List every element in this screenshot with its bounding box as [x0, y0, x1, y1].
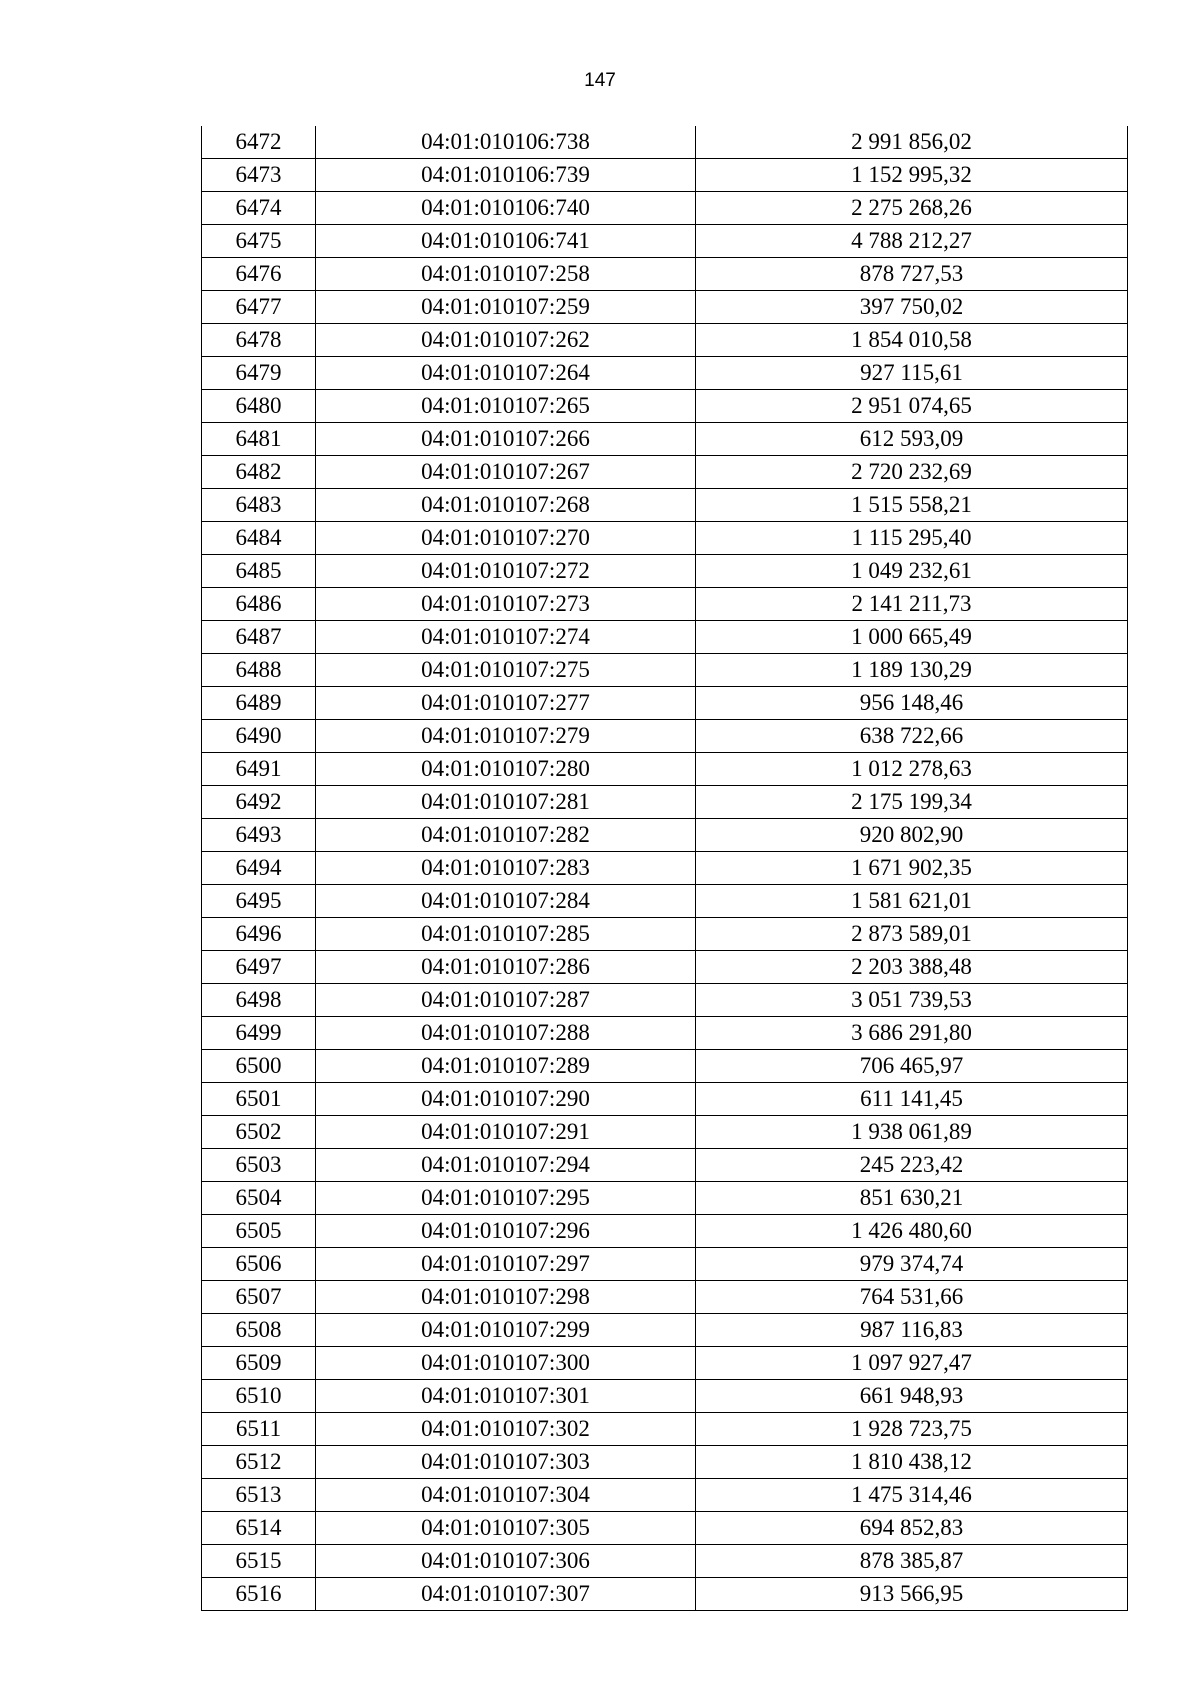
table-row — [202, 1248, 1128, 1281]
row-number-cell: 6491 — [202, 753, 316, 786]
cadastral-number-cell: 04:01:010107:284 — [316, 885, 696, 918]
row-number-cell: 6516 — [202, 1578, 316, 1611]
row-number-cell: 6514 — [202, 1512, 316, 1545]
cadastral-number-cell: 04:01:010107:294 — [316, 1149, 696, 1182]
cadastral-number-cell: 04:01:010107:275 — [316, 654, 696, 687]
table-row — [202, 456, 1128, 489]
cadastral-number-cell: 04:01:010107:268 — [316, 489, 696, 522]
value-cell: 1 189 130,29 — [696, 654, 1128, 687]
value-cell: 706 465,97 — [696, 1050, 1128, 1083]
table-row — [202, 1281, 1128, 1314]
row-number-cell: 6502 — [202, 1116, 316, 1149]
value-cell: 764 531,66 — [696, 1281, 1128, 1314]
row-number-cell: 6484 — [202, 522, 316, 555]
value-cell: 1 671 902,35 — [696, 852, 1128, 885]
cadastral-number-cell: 04:01:010107:262 — [316, 324, 696, 357]
value-cell: 2 720 232,69 — [696, 456, 1128, 489]
cadastral-number-cell: 04:01:010107:298 — [316, 1281, 696, 1314]
table-row — [202, 1182, 1128, 1215]
value-cell: 927 115,61 — [696, 357, 1128, 390]
table-row — [202, 951, 1128, 984]
cadastral-number-cell: 04:01:010107:266 — [316, 423, 696, 456]
value-cell: 2 175 199,34 — [696, 786, 1128, 819]
value-cell: 1 426 480,60 — [696, 1215, 1128, 1248]
cadastral-number-cell: 04:01:010107:279 — [316, 720, 696, 753]
row-number-cell: 6505 — [202, 1215, 316, 1248]
row-number-cell: 6503 — [202, 1149, 316, 1182]
cadastral-number-cell: 04:01:010107:304 — [316, 1479, 696, 1512]
row-number-cell: 6500 — [202, 1050, 316, 1083]
table-row — [202, 1512, 1128, 1545]
value-cell: 1 515 558,21 — [696, 489, 1128, 522]
value-cell: 956 148,46 — [696, 687, 1128, 720]
value-cell: 878 727,53 — [696, 258, 1128, 291]
row-number-cell: 6486 — [202, 588, 316, 621]
table-row — [202, 918, 1128, 951]
table-row — [202, 423, 1128, 456]
table-row — [202, 720, 1128, 753]
row-number-cell: 6498 — [202, 984, 316, 1017]
table-row — [202, 1017, 1128, 1050]
value-cell: 397 750,02 — [696, 291, 1128, 324]
row-number-cell: 6488 — [202, 654, 316, 687]
table-row — [202, 192, 1128, 225]
table-row — [202, 258, 1128, 291]
row-number-cell: 6494 — [202, 852, 316, 885]
cadastral-number-cell: 04:01:010107:283 — [316, 852, 696, 885]
cadastral-number-cell: 04:01:010107:282 — [316, 819, 696, 852]
table-row — [202, 291, 1128, 324]
value-cell: 2 951 074,65 — [696, 390, 1128, 423]
value-cell: 920 802,90 — [696, 819, 1128, 852]
value-cell: 913 566,95 — [696, 1578, 1128, 1611]
cadastral-number-cell: 04:01:010107:302 — [316, 1413, 696, 1446]
cadastral-number-cell: 04:01:010107:299 — [316, 1314, 696, 1347]
cadastral-number-cell: 04:01:010107:258 — [316, 258, 696, 291]
cadastral-number-cell: 04:01:010107:286 — [316, 951, 696, 984]
table-row — [202, 1050, 1128, 1083]
cadastral-number-cell: 04:01:010107:307 — [316, 1578, 696, 1611]
value-cell: 1 928 723,75 — [696, 1413, 1128, 1446]
row-number-cell: 6495 — [202, 885, 316, 918]
value-cell: 1 000 665,49 — [696, 621, 1128, 654]
cadastral-number-cell: 04:01:010107:273 — [316, 588, 696, 621]
value-cell: 2 873 589,01 — [696, 918, 1128, 951]
row-number-cell: 6512 — [202, 1446, 316, 1479]
row-number-cell: 6513 — [202, 1479, 316, 1512]
value-cell: 1 810 438,12 — [696, 1446, 1128, 1479]
value-cell: 3 051 739,53 — [696, 984, 1128, 1017]
value-cell: 1 938 061,89 — [696, 1116, 1128, 1149]
value-cell: 3 686 291,80 — [696, 1017, 1128, 1050]
table-row — [202, 126, 1128, 159]
table-row — [202, 687, 1128, 720]
table-row — [202, 1479, 1128, 1512]
cadastral-number-cell: 04:01:010107:296 — [316, 1215, 696, 1248]
table-row — [202, 225, 1128, 258]
table-row — [202, 1413, 1128, 1446]
value-cell: 1 854 010,58 — [696, 324, 1128, 357]
row-number-cell: 6506 — [202, 1248, 316, 1281]
row-number-cell: 6493 — [202, 819, 316, 852]
row-number-cell: 6515 — [202, 1545, 316, 1578]
row-number-cell: 6487 — [202, 621, 316, 654]
cadastral-number-cell: 04:01:010106:741 — [316, 225, 696, 258]
row-number-cell: 6490 — [202, 720, 316, 753]
cadastral-number-cell: 04:01:010107:295 — [316, 1182, 696, 1215]
table-row — [202, 555, 1128, 588]
cadastral-number-cell: 04:01:010107:300 — [316, 1347, 696, 1380]
table-row — [202, 1446, 1128, 1479]
table-row — [202, 588, 1128, 621]
table-row — [202, 522, 1128, 555]
cadastral-number-cell: 04:01:010107:297 — [316, 1248, 696, 1281]
row-number-cell: 6507 — [202, 1281, 316, 1314]
value-cell: 1 152 995,32 — [696, 159, 1128, 192]
table-row — [202, 1149, 1128, 1182]
row-number-cell: 6482 — [202, 456, 316, 489]
table-row — [202, 654, 1128, 687]
cadastral-number-cell: 04:01:010107:274 — [316, 621, 696, 654]
cadastral-number-cell: 04:01:010107:291 — [316, 1116, 696, 1149]
cadastral-value-table — [201, 126, 1128, 1611]
value-cell: 1 475 314,46 — [696, 1479, 1128, 1512]
cadastral-number-cell: 04:01:010107:301 — [316, 1380, 696, 1413]
table-row — [202, 1347, 1128, 1380]
cadastral-number-cell: 04:01:010107:306 — [316, 1545, 696, 1578]
value-cell: 1 115 295,40 — [696, 522, 1128, 555]
table-row — [202, 357, 1128, 390]
value-cell: 1 581 621,01 — [696, 885, 1128, 918]
table-row — [202, 753, 1128, 786]
row-number-cell: 6496 — [202, 918, 316, 951]
row-number-cell: 6478 — [202, 324, 316, 357]
row-number-cell: 6480 — [202, 390, 316, 423]
table-row — [202, 1215, 1128, 1248]
cadastral-number-cell: 04:01:010107:290 — [316, 1083, 696, 1116]
table-body — [202, 126, 1128, 1611]
cadastral-number-cell: 04:01:010107:287 — [316, 984, 696, 1017]
table-row — [202, 1545, 1128, 1578]
table-row — [202, 786, 1128, 819]
cadastral-number-cell: 04:01:010106:738 — [316, 126, 696, 159]
row-number-cell: 6489 — [202, 687, 316, 720]
row-number-cell: 6509 — [202, 1347, 316, 1380]
value-cell: 661 948,93 — [696, 1380, 1128, 1413]
row-number-cell: 6504 — [202, 1182, 316, 1215]
value-cell: 4 788 212,27 — [696, 225, 1128, 258]
cadastral-number-cell: 04:01:010107:303 — [316, 1446, 696, 1479]
value-cell: 1 049 232,61 — [696, 555, 1128, 588]
table-row — [202, 390, 1128, 423]
value-cell: 987 116,83 — [696, 1314, 1128, 1347]
table-row — [202, 1083, 1128, 1116]
cadastral-number-cell: 04:01:010107:265 — [316, 390, 696, 423]
value-cell: 1 012 278,63 — [696, 753, 1128, 786]
cadastral-number-cell: 04:01:010107:285 — [316, 918, 696, 951]
row-number-cell: 6476 — [202, 258, 316, 291]
row-number-cell: 6473 — [202, 159, 316, 192]
table-row — [202, 1380, 1128, 1413]
row-number-cell: 6474 — [202, 192, 316, 225]
row-number-cell: 6497 — [202, 951, 316, 984]
row-number-cell: 6501 — [202, 1083, 316, 1116]
page-number: 147 — [584, 70, 616, 91]
row-number-cell: 6492 — [202, 786, 316, 819]
value-cell: 638 722,66 — [696, 720, 1128, 753]
cadastral-number-cell: 04:01:010107:259 — [316, 291, 696, 324]
cadastral-number-cell: 04:01:010107:281 — [316, 786, 696, 819]
table-row — [202, 324, 1128, 357]
value-cell: 979 374,74 — [696, 1248, 1128, 1281]
table-row — [202, 852, 1128, 885]
table-row — [202, 159, 1128, 192]
value-cell: 2 275 268,26 — [696, 192, 1128, 225]
value-cell: 245 223,42 — [696, 1149, 1128, 1182]
cadastral-number-cell: 04:01:010107:270 — [316, 522, 696, 555]
cadastral-number-cell: 04:01:010106:739 — [316, 159, 696, 192]
value-cell: 694 852,83 — [696, 1512, 1128, 1545]
cadastral-number-cell: 04:01:010107:267 — [316, 456, 696, 489]
row-number-cell: 6477 — [202, 291, 316, 324]
row-number-cell: 6472 — [202, 126, 316, 159]
value-cell: 878 385,87 — [696, 1545, 1128, 1578]
cadastral-number-cell: 04:01:010107:277 — [316, 687, 696, 720]
table-row — [202, 984, 1128, 1017]
row-number-cell: 6510 — [202, 1380, 316, 1413]
table-row — [202, 489, 1128, 522]
row-number-cell: 6499 — [202, 1017, 316, 1050]
table-row — [202, 621, 1128, 654]
cadastral-number-cell: 04:01:010107:289 — [316, 1050, 696, 1083]
row-number-cell: 6485 — [202, 555, 316, 588]
cadastral-number-cell: 04:01:010107:272 — [316, 555, 696, 588]
row-number-cell: 6511 — [202, 1413, 316, 1446]
value-cell: 611 141,45 — [696, 1083, 1128, 1116]
value-cell: 2 141 211,73 — [696, 588, 1128, 621]
value-cell: 612 593,09 — [696, 423, 1128, 456]
table-row — [202, 885, 1128, 918]
cadastral-number-cell: 04:01:010107:288 — [316, 1017, 696, 1050]
table-row — [202, 1116, 1128, 1149]
row-number-cell: 6483 — [202, 489, 316, 522]
cadastral-number-cell: 04:01:010106:740 — [316, 192, 696, 225]
cadastral-number-cell: 04:01:010107:280 — [316, 753, 696, 786]
row-number-cell: 6508 — [202, 1314, 316, 1347]
cadastral-number-cell: 04:01:010107:264 — [316, 357, 696, 390]
table-row — [202, 1314, 1128, 1347]
value-cell: 2 203 388,48 — [696, 951, 1128, 984]
table-row — [202, 1578, 1128, 1611]
value-cell: 1 097 927,47 — [696, 1347, 1128, 1380]
cadastral-number-cell: 04:01:010107:305 — [316, 1512, 696, 1545]
table-row — [202, 819, 1128, 852]
row-number-cell: 6479 — [202, 357, 316, 390]
value-cell: 2 991 856,02 — [696, 126, 1128, 159]
cadastral-value-table-container — [201, 126, 1127, 1611]
row-number-cell: 6475 — [202, 225, 316, 258]
value-cell: 851 630,21 — [696, 1182, 1128, 1215]
row-number-cell: 6481 — [202, 423, 316, 456]
